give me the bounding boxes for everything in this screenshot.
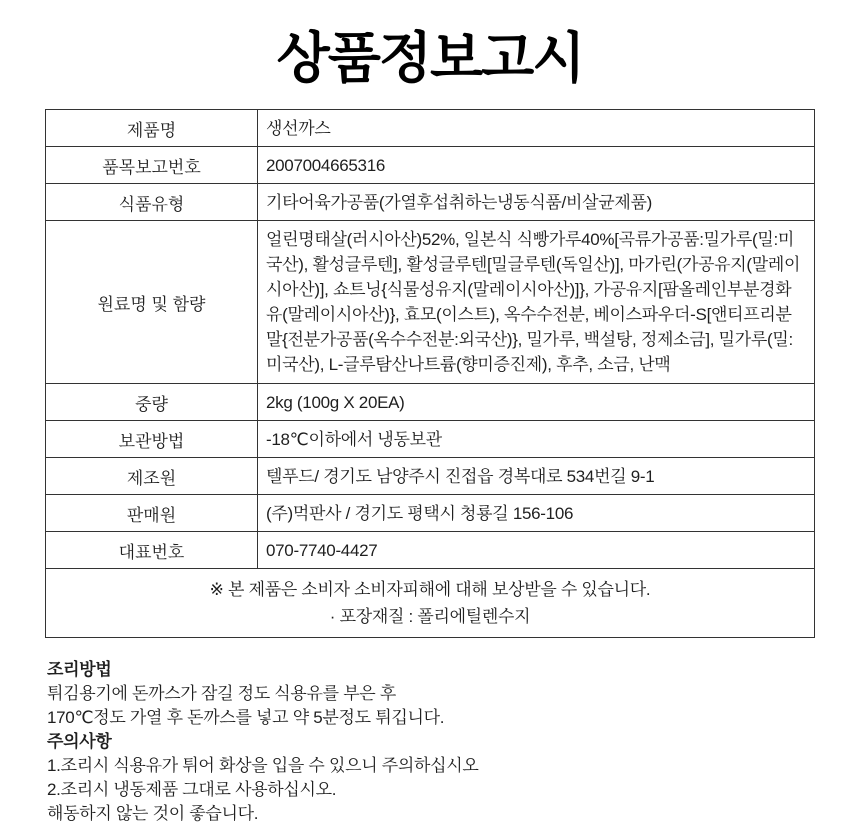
table-row-storage — [46, 421, 815, 458]
table-row-phone — [46, 532, 815, 569]
table-row-manufacturer — [46, 458, 815, 495]
table-row-product-name — [46, 110, 815, 147]
caution-line: 1.조리시 식용유가 튀어 화상을 입을 수 있으니 주의하십시오 — [47, 756, 479, 775]
row-label: 대표번호 — [46, 532, 258, 569]
cooking-method-line: 튀김용기에 돈까스가 잠길 정도 식용유를 부은 후 — [47, 684, 396, 703]
row-value: 얼린명태살(러시아산)52%, 일본식 식빵가루40%[곡류가공품:밀가루(밀:미국산), 활성글루텐], 활성글루텐[밀글루텐(독일산)], 마가린(가공유지(말레이시아산)], 쇼트닝{식물성유지(말레이시아산)]}, 가공유지[팜올레인부분경화유(말레이시아산)}, 효모(이스트), 옥수수전분, 베이스파우더-S[앤티프리분말{전분가공품(옥수수전분:외국산)}, 밀가루, 백설탕, 정제소금], 밀가루(밀:미국산), L-글루탐산나트륨(향미증진제), 후추, 소금, 난맥 — [258, 221, 815, 384]
caution-heading: 주의사항 — [47, 732, 112, 751]
product-info-page — [0, 14, 860, 823]
caution-line: 2.조리시 냉동제품 그대로 사용하십시오. — [47, 780, 337, 799]
row-value: 기타어육가공품(가열후섭취하는냉동식품/비살균제품) — [258, 184, 815, 221]
footer-compensation-note: ※ 본 제품은 소비자 소비자피해에 대해 보상받을 수 있습니다. — [209, 580, 651, 599]
row-label: 보관방법 — [46, 421, 258, 458]
table-row-food-type — [46, 184, 815, 221]
notes-section — [47, 658, 860, 826]
row-value: 070-7740-4427 — [258, 532, 815, 569]
row-label: 제조원 — [46, 458, 258, 495]
row-label: 중량 — [46, 384, 258, 421]
footer-packaging-material: · 포장재질 : 폴리에틸렌수지 — [329, 607, 531, 626]
page-title: 상품정보고시 — [276, 27, 584, 89]
row-value: (주)먹판사 / 경기도 평택시 청룡길 156-106 — [258, 495, 815, 532]
table-row-weight — [46, 384, 815, 421]
table-footer-row — [46, 569, 815, 638]
row-label: 판매원 — [46, 495, 258, 532]
table-row-report-number — [46, 147, 815, 184]
row-label: 식품유형 — [46, 184, 258, 221]
row-value: 생선까스 — [258, 110, 815, 147]
row-value: -18℃이하에서 냉동보관 — [258, 421, 815, 458]
table-row-seller — [46, 495, 815, 532]
row-value: 2007004665316 — [258, 147, 815, 184]
cooking-method-heading: 조리방법 — [47, 660, 112, 679]
row-label: 제품명 — [46, 110, 258, 147]
row-value: 2kg (100g X 20EA) — [258, 384, 815, 421]
row-value: 텔푸드/ 경기도 남양주시 진접읍 경복대로 534번길 9-1 — [258, 458, 815, 495]
caution-line: 해동하지 않는 것이 좋습니다. — [47, 804, 259, 823]
row-label: 원료명 및 함량 — [46, 221, 258, 384]
table-row-ingredients — [46, 221, 815, 384]
product-info-table — [45, 109, 815, 638]
row-label: 품목보고번호 — [46, 147, 258, 184]
table-footer-cell — [46, 569, 815, 638]
cooking-method-line: 170℃정도 가열 후 돈까스를 넣고 약 5분정도 튀깁니다. — [47, 708, 445, 727]
